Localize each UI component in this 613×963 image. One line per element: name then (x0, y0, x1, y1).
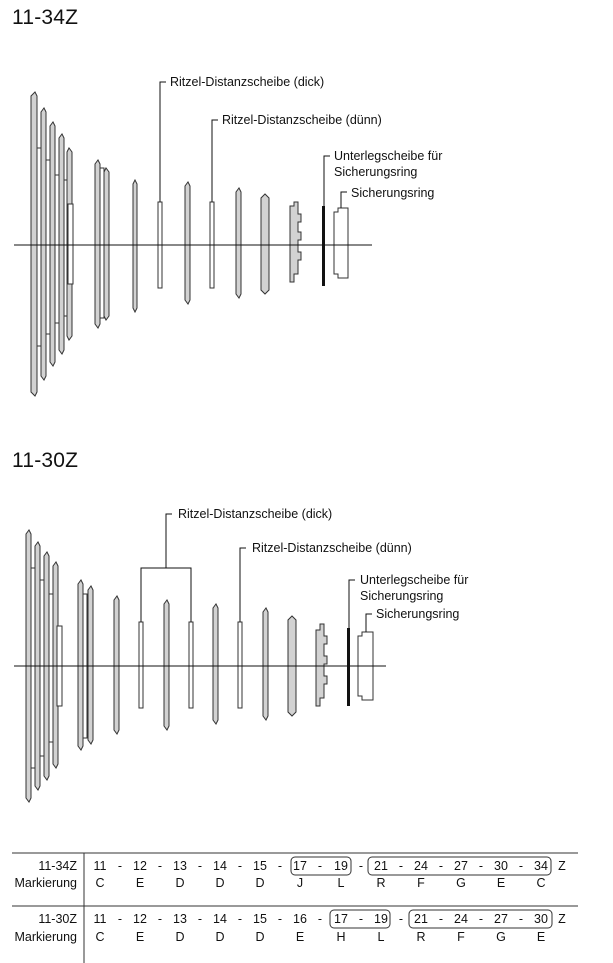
marking-letter: D (175, 876, 185, 890)
teeth-count: 24 (454, 912, 468, 926)
separator-dash: - (197, 859, 203, 873)
teeth-count: 13 (173, 859, 187, 873)
marking-letter: E (295, 930, 305, 944)
teeth-count: 34 (534, 859, 548, 873)
teeth-count: 19 (334, 859, 348, 873)
row-marking-label: Markierung (14, 930, 77, 944)
teeth-count: 21 (374, 859, 388, 873)
cog-12t (261, 194, 269, 294)
teeth-count: 16 (293, 912, 307, 926)
separator-dash: - (157, 912, 163, 926)
cog-17t (88, 586, 93, 744)
cog-15t (164, 600, 169, 730)
marking-letter: H (336, 930, 346, 944)
teeth-count: 13 (173, 912, 187, 926)
marking-letter: C (536, 876, 546, 890)
row-model-label: 11-30Z (38, 912, 77, 926)
label-spacer-thick-34: Ritzel-Distanzscheibe (dick) (170, 75, 325, 89)
teeth-count: 27 (454, 859, 468, 873)
cog-24t (59, 134, 64, 354)
marking-letter: D (175, 930, 185, 944)
teeth-count: 19 (374, 912, 388, 926)
teeth-count: 17 (334, 912, 348, 926)
separator-dash: - (117, 859, 123, 873)
separator-dash: - (317, 859, 323, 873)
marking-letter: E (135, 876, 145, 890)
cog-16t (114, 596, 119, 734)
separator-dash: - (197, 912, 203, 926)
cog-13t (263, 608, 268, 720)
marking-letter: E (496, 876, 506, 890)
unit-label: Z (558, 859, 566, 873)
cog-15t (133, 180, 137, 312)
marking-letter: C (95, 876, 105, 890)
cog-34t (31, 92, 37, 396)
teeth-count: 11 (93, 912, 107, 926)
leader-spacer-thin (212, 120, 218, 202)
cog-17t (104, 168, 109, 320)
leader-spacer-thick (160, 82, 166, 202)
spacer-thin (238, 622, 242, 708)
marking-letter: D (255, 930, 265, 944)
cog-30t (41, 108, 46, 380)
marking-letter: C (95, 930, 105, 944)
unit-label: Z (558, 912, 566, 926)
teeth-count: 30 (534, 912, 548, 926)
label-lockring-34: Sicherungsring (351, 186, 435, 200)
separator-dash: - (277, 859, 283, 873)
cog-13t (236, 188, 241, 298)
separator-dash: - (237, 912, 243, 926)
leader-lockring (366, 614, 372, 632)
separator-dash: - (117, 912, 123, 926)
cassette-diagram-11-34z (0, 0, 613, 420)
label-spacer-thick-30: Ritzel-Distanzscheibe (dick) (178, 507, 333, 521)
teeth-count: 12 (133, 912, 147, 926)
separator-dash: - (157, 859, 163, 873)
separator-dash: - (398, 912, 404, 926)
teeth-count: 24 (414, 859, 428, 873)
label-lockring-30: Sicherungsring (376, 607, 460, 621)
lockring-washer (347, 628, 350, 706)
label-spacer-thin-34: Ritzel-Distanzscheibe (dünn) (222, 113, 382, 127)
lockring (334, 208, 348, 278)
cog-11t (290, 202, 301, 282)
teeth-count: 14 (213, 859, 227, 873)
marking-letter: L (377, 930, 385, 944)
title-11-34z: 11-34Z (12, 6, 79, 29)
marking-letter: D (215, 876, 225, 890)
teeth-count: 17 (293, 859, 307, 873)
label-spacer-thin-30: Ritzel-Distanzscheibe (dünn) (252, 541, 412, 555)
marking-table (0, 845, 613, 963)
label-washer-34-line1: Unterlegscheibe für (334, 149, 443, 163)
marking-letter: L (337, 876, 345, 890)
separator-dash: - (438, 859, 444, 873)
leader-washer (324, 156, 330, 206)
teeth-count: 27 (494, 912, 508, 926)
cog-14t (185, 182, 190, 304)
cog-carrier-inner (37, 148, 41, 346)
marking-letter: R (416, 930, 426, 944)
marking-letter: D (215, 930, 225, 944)
marking-letter: F (417, 876, 425, 890)
lockring-washer (322, 206, 325, 286)
cog-11t (316, 624, 327, 706)
marking-letter: E (536, 930, 546, 944)
label-washer-30-line1: Unterlegscheibe für (360, 573, 469, 587)
separator-dash: - (438, 912, 444, 926)
cog-19t (95, 160, 100, 328)
separator-dash: - (478, 912, 484, 926)
separator-dash: - (478, 859, 484, 873)
teeth-count: 21 (414, 912, 428, 926)
label-washer-30-line2: Sicherungsring (360, 589, 444, 603)
marking-letter: G (496, 930, 506, 944)
cog-27t (50, 122, 55, 366)
leader-lockring (341, 192, 347, 208)
teeth-count: 11 (93, 859, 107, 873)
leader-washer (349, 580, 355, 628)
separator-dash: - (518, 912, 524, 926)
cog-19t (78, 580, 83, 750)
teeth-count: 30 (494, 859, 508, 873)
spacer-thick-a (139, 622, 143, 708)
leader-spacer-thin (240, 548, 246, 622)
leader-spacer-thick-stem (166, 514, 172, 568)
spacer-thick-b (189, 622, 193, 708)
teeth-count: 14 (213, 912, 227, 926)
teeth-count: 12 (133, 859, 147, 873)
label-washer-34-line2: Sicherungsring (334, 165, 418, 179)
separator-dash: - (277, 912, 283, 926)
marking-letter: F (457, 930, 465, 944)
separator-dash: - (398, 859, 404, 873)
separator-dash: - (358, 912, 364, 926)
separator-dash: - (237, 859, 243, 873)
title-11-30z: 11-30Z (12, 449, 79, 472)
teeth-count: 15 (253, 912, 267, 926)
row-marking-label: Markierung (14, 876, 77, 890)
row-model-label: 11-34Z (38, 859, 77, 873)
separator-dash: - (358, 859, 364, 873)
marking-letter: G (456, 876, 466, 890)
marking-letter: J (296, 876, 304, 890)
teeth-count: 15 (253, 859, 267, 873)
marking-letter: R (376, 876, 386, 890)
marking-letter: E (135, 930, 145, 944)
separator-dash: - (317, 912, 323, 926)
cog-14t (213, 604, 218, 724)
separator-dash: - (518, 859, 524, 873)
marking-letter: D (255, 876, 265, 890)
